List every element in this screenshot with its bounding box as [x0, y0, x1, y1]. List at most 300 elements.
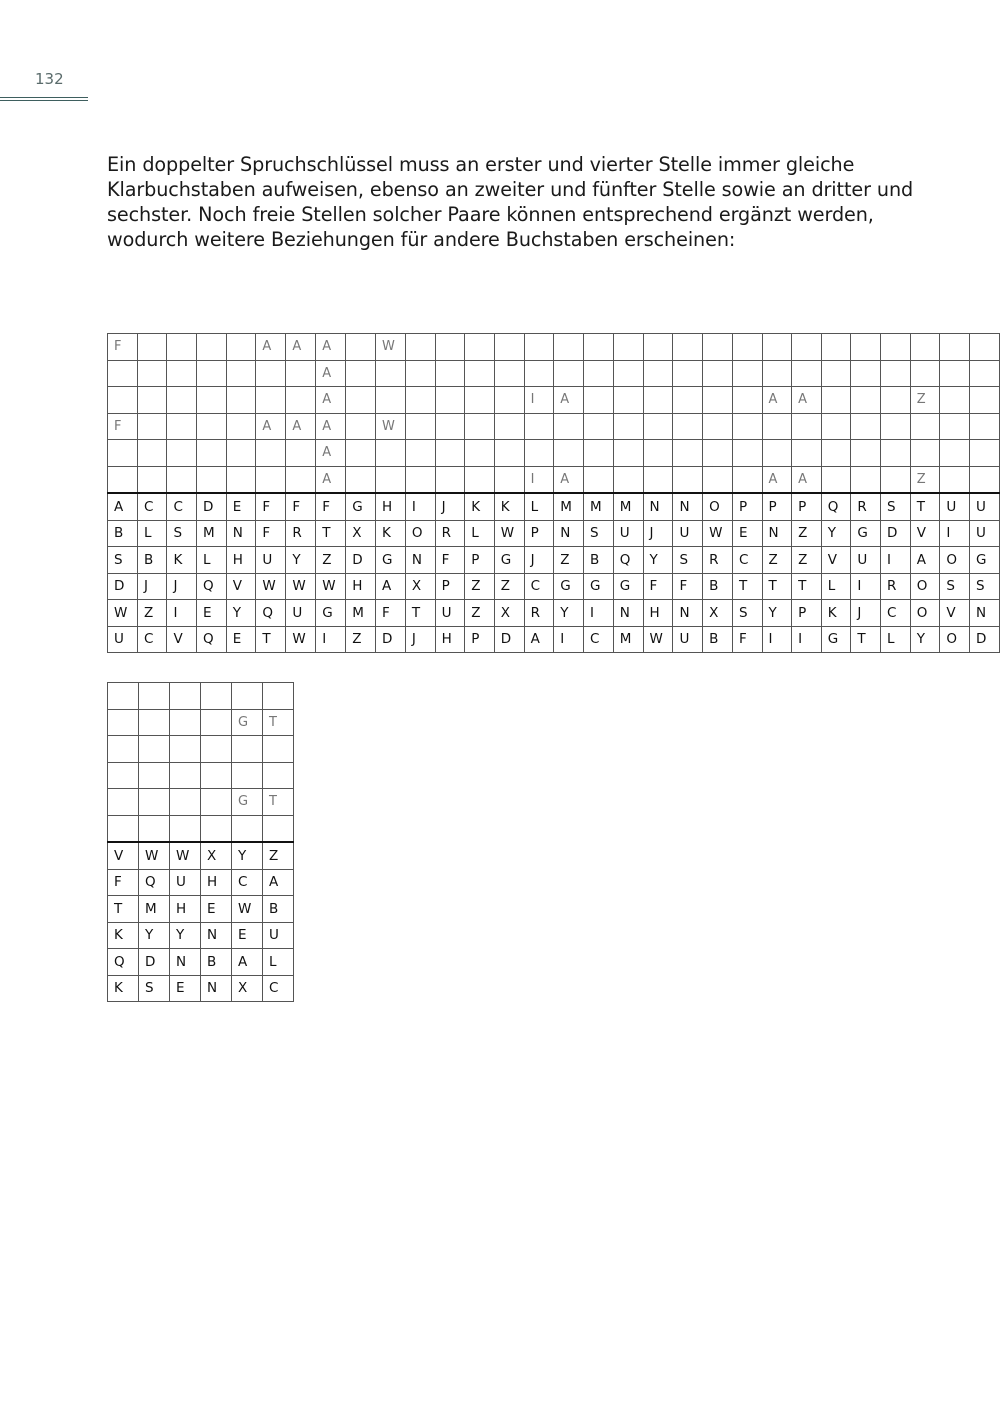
plaintext-cell — [405, 413, 435, 440]
plaintext-cell — [792, 440, 822, 467]
ciphertext-cell: T — [792, 573, 822, 600]
ciphertext-cell: Z — [554, 547, 584, 574]
plaintext-cell — [139, 683, 170, 710]
plaintext-cell — [201, 815, 232, 842]
ciphertext-cell: J — [137, 573, 167, 600]
ciphertext-cell: U — [613, 520, 643, 547]
ciphertext-cell: R — [703, 547, 733, 574]
plaintext-cell: A — [316, 440, 346, 467]
plaintext-cell — [762, 334, 792, 361]
ciphertext-cell: Y — [226, 600, 256, 627]
plaintext-cell — [970, 387, 1000, 414]
plaintext-cell — [762, 413, 792, 440]
plaintext-cell: A — [554, 466, 584, 493]
plaintext-cell — [524, 440, 554, 467]
ciphertext-cell: Z — [263, 842, 294, 869]
plaintext-cell — [703, 413, 733, 440]
ciphertext-cell: U — [940, 493, 970, 520]
plaintext-cell — [910, 360, 940, 387]
plaintext-cell — [910, 440, 940, 467]
ciphertext-cell: F — [673, 573, 703, 600]
ciphertext-cell: R — [524, 600, 554, 627]
plaintext-cell — [792, 413, 822, 440]
plaintext-cell — [494, 387, 524, 414]
plaintext-cell — [673, 387, 703, 414]
plaintext-cell — [137, 360, 167, 387]
ciphertext-cell: W — [232, 896, 263, 923]
ciphertext-cell: B — [137, 547, 167, 574]
ciphertext-cell: N — [970, 600, 1000, 627]
plaintext-cell — [465, 360, 495, 387]
ciphertext-cell: N — [170, 949, 201, 976]
plaintext-cell — [524, 334, 554, 361]
ciphertext-cell: W — [108, 600, 138, 627]
ciphertext-cell: W — [286, 573, 316, 600]
ciphertext-cell: D — [346, 547, 376, 574]
ciphertext-cell: S — [733, 600, 763, 627]
plaintext-cell — [197, 413, 227, 440]
ciphertext-cell: D — [197, 493, 227, 520]
ciphertext-cell: Y — [821, 520, 851, 547]
ciphertext-cell: M — [197, 520, 227, 547]
ciphertext-cell: S — [583, 520, 613, 547]
plaintext-cell: A — [286, 334, 316, 361]
plaintext-cell: A — [316, 387, 346, 414]
ciphertext-cell: B — [108, 520, 138, 547]
ciphertext-row — [108, 869, 294, 896]
plaintext-cell — [167, 466, 197, 493]
plaintext-cell — [851, 360, 881, 387]
ciphertext-cell: K — [494, 493, 524, 520]
plaintext-cell — [940, 440, 970, 467]
plaintext-cell — [108, 360, 138, 387]
ciphertext-cell: Q — [197, 573, 227, 600]
ciphertext-cell: B — [703, 626, 733, 653]
ciphertext-cell: K — [108, 922, 139, 949]
plaintext-row — [108, 440, 1000, 467]
plaintext-cell — [643, 466, 673, 493]
plaintext-cell — [108, 815, 139, 842]
ciphertext-cell: E — [201, 896, 232, 923]
ciphertext-cell: T — [910, 493, 940, 520]
ciphertext-cell: Y — [286, 547, 316, 574]
plaintext-cell — [376, 466, 406, 493]
plaintext-cell: A — [256, 334, 286, 361]
plaintext-cell — [613, 466, 643, 493]
plaintext-cell — [524, 360, 554, 387]
plaintext-cell — [821, 413, 851, 440]
plaintext-cell — [643, 440, 673, 467]
ciphertext-cell: Q — [256, 600, 286, 627]
ciphertext-cell: W — [256, 573, 286, 600]
plaintext-cell — [673, 360, 703, 387]
ciphertext-row — [108, 626, 1000, 653]
ciphertext-cell: Z — [792, 547, 822, 574]
ciphertext-cell: U — [286, 600, 316, 627]
ciphertext-cell: G — [851, 520, 881, 547]
plaintext-cell: A — [256, 413, 286, 440]
ciphertext-cell: U — [851, 547, 881, 574]
ciphertext-cell: J — [405, 626, 435, 653]
plaintext-cell — [139, 789, 170, 816]
plaintext-cell — [673, 466, 703, 493]
plaintext-cell — [137, 334, 167, 361]
ciphertext-cell: N — [201, 975, 232, 1002]
plaintext-cell — [197, 387, 227, 414]
plaintext-cell — [108, 736, 139, 763]
ciphertext-cell: O — [910, 573, 940, 600]
ciphertext-cell: C — [881, 600, 911, 627]
plaintext-cell — [201, 736, 232, 763]
plaintext-cell — [881, 413, 911, 440]
ciphertext-cell: W — [494, 520, 524, 547]
plaintext-cell — [881, 387, 911, 414]
ciphertext-cell: D — [108, 573, 138, 600]
ciphertext-cell: Q — [821, 493, 851, 520]
plaintext-cell: A — [792, 466, 822, 493]
plaintext-cell — [851, 440, 881, 467]
ciphertext-cell: X — [703, 600, 733, 627]
ciphertext-cell: M — [583, 493, 613, 520]
ciphertext-cell: M — [346, 600, 376, 627]
ciphertext-cell: V — [910, 520, 940, 547]
plaintext-cell — [263, 762, 294, 789]
ciphertext-cell: O — [910, 600, 940, 627]
ciphertext-cell: Z — [346, 626, 376, 653]
ciphertext-cell: N — [762, 520, 792, 547]
ciphertext-cell: Y — [554, 600, 584, 627]
ciphertext-cell: H — [346, 573, 376, 600]
plaintext-cell — [494, 466, 524, 493]
ciphertext-cell: M — [613, 626, 643, 653]
ciphertext-cell: M — [613, 493, 643, 520]
plaintext-cell — [167, 360, 197, 387]
ciphertext-cell: P — [465, 626, 495, 653]
plaintext-cell — [703, 334, 733, 361]
ciphertext-cell: U — [970, 493, 1000, 520]
plaintext-cell — [226, 440, 256, 467]
plaintext-cell — [405, 334, 435, 361]
plaintext-cell — [108, 440, 138, 467]
plaintext-cell — [554, 440, 584, 467]
plaintext-cell: Z — [910, 387, 940, 414]
plaintext-cell — [108, 683, 139, 710]
ciphertext-cell: U — [673, 626, 703, 653]
plaintext-cell — [435, 440, 465, 467]
plaintext-cell — [108, 762, 139, 789]
plaintext-cell — [940, 387, 970, 414]
ciphertext-cell: F — [733, 626, 763, 653]
paragraph-line: wodurch weitere Beziehungen für andere Buchstaben erscheinen: — [107, 228, 736, 251]
plaintext-cell — [197, 466, 227, 493]
ciphertext-cell: H — [170, 896, 201, 923]
ciphertext-cell: U — [673, 520, 703, 547]
ciphertext-row — [108, 896, 294, 923]
ciphertext-row — [108, 949, 294, 976]
plaintext-cell: Z — [910, 466, 940, 493]
ciphertext-cell: C — [167, 493, 197, 520]
plaintext-cell — [139, 815, 170, 842]
ciphertext-cell: F — [286, 493, 316, 520]
ciphertext-cell: O — [940, 547, 970, 574]
plaintext-cell — [465, 466, 495, 493]
ciphertext-cell: T — [733, 573, 763, 600]
ciphertext-cell: A — [376, 573, 406, 600]
plaintext-cell — [970, 360, 1000, 387]
plaintext-cell — [405, 360, 435, 387]
ciphertext-cell: S — [881, 493, 911, 520]
ciphertext-cell: I — [583, 600, 613, 627]
ciphertext-cell: M — [554, 493, 584, 520]
ciphertext-cell: P — [733, 493, 763, 520]
ciphertext-cell: Z — [465, 573, 495, 600]
ciphertext-cell: F — [256, 520, 286, 547]
ciphertext-cell: F — [376, 600, 406, 627]
plaintext-cell — [170, 789, 201, 816]
page-number-rule — [0, 97, 88, 101]
ciphertext-cell: B — [583, 547, 613, 574]
plaintext-cell — [733, 360, 763, 387]
ciphertext-cell: R — [286, 520, 316, 547]
plaintext-cell — [170, 762, 201, 789]
plaintext-cell — [263, 736, 294, 763]
ciphertext-cell: F — [316, 493, 346, 520]
plaintext-cell — [108, 789, 139, 816]
plaintext-row — [108, 466, 1000, 493]
plaintext-cell — [137, 440, 167, 467]
plaintext-cell — [733, 334, 763, 361]
ciphertext-cell: V — [167, 626, 197, 653]
plaintext-cell — [256, 440, 286, 467]
ciphertext-cell: P — [792, 600, 822, 627]
plaintext-cell — [940, 334, 970, 361]
plaintext-cell — [376, 360, 406, 387]
ciphertext-cell: I — [851, 573, 881, 600]
plaintext-row — [108, 360, 1000, 387]
plaintext-cell — [613, 334, 643, 361]
ciphertext-cell: G — [376, 547, 406, 574]
plaintext-cell — [524, 413, 554, 440]
plaintext-cell — [435, 387, 465, 414]
plaintext-cell — [583, 334, 613, 361]
ciphertext-cell: U — [108, 626, 138, 653]
ciphertext-cell: R — [881, 573, 911, 600]
ciphertext-cell: J — [524, 547, 554, 574]
ciphertext-cell: Z — [494, 573, 524, 600]
plaintext-cell — [494, 360, 524, 387]
ciphertext-cell: T — [851, 626, 881, 653]
ciphertext-cell: E — [170, 975, 201, 1002]
ciphertext-cell: G — [583, 573, 613, 600]
plaintext-cell: F — [108, 413, 138, 440]
plaintext-cell — [286, 387, 316, 414]
ciphertext-cell: G — [821, 626, 851, 653]
ciphertext-cell: I — [762, 626, 792, 653]
plaintext-cell: A — [286, 413, 316, 440]
ciphertext-cell: Q — [613, 547, 643, 574]
ciphertext-cell: H — [201, 869, 232, 896]
plaintext-cell: I — [524, 466, 554, 493]
plaintext-row — [108, 387, 1000, 414]
plaintext-cell — [940, 413, 970, 440]
ciphertext-cell: Y — [170, 922, 201, 949]
plaintext-cell — [286, 440, 316, 467]
plaintext-row — [108, 815, 294, 842]
ciphertext-cell: V — [108, 842, 139, 869]
ciphertext-cell: S — [139, 975, 170, 1002]
plaintext-row — [108, 683, 294, 710]
plaintext-cell — [201, 762, 232, 789]
plaintext-cell — [703, 466, 733, 493]
plaintext-cell — [232, 815, 263, 842]
plaintext-cell — [583, 466, 613, 493]
ciphertext-cell: J — [167, 573, 197, 600]
ciphertext-cell: X — [232, 975, 263, 1002]
plaintext-cell — [583, 387, 613, 414]
plaintext-cell — [733, 440, 763, 467]
ciphertext-cell: I — [167, 600, 197, 627]
plaintext-cell — [643, 360, 673, 387]
plaintext-cell — [263, 815, 294, 842]
ciphertext-cell: E — [232, 922, 263, 949]
ciphertext-cell: V — [226, 573, 256, 600]
ciphertext-cell: Z — [316, 547, 346, 574]
plaintext-cell — [970, 334, 1000, 361]
ciphertext-cell: J — [435, 493, 465, 520]
plaintext-cell — [940, 466, 970, 493]
plaintext-cell — [226, 334, 256, 361]
plaintext-cell — [910, 413, 940, 440]
ciphertext-cell: Q — [197, 626, 227, 653]
plaintext-cell — [170, 736, 201, 763]
plaintext-cell: G — [232, 789, 263, 816]
ciphertext-cell: Y — [139, 922, 170, 949]
ciphertext-cell: J — [643, 520, 673, 547]
plaintext-cell — [232, 762, 263, 789]
ciphertext-cell: N — [226, 520, 256, 547]
ciphertext-row — [108, 573, 1000, 600]
ciphertext-cell: N — [673, 600, 703, 627]
ciphertext-cell: L — [197, 547, 227, 574]
ciphertext-cell: S — [940, 573, 970, 600]
plaintext-cell — [170, 815, 201, 842]
ciphertext-cell: X — [346, 520, 376, 547]
ciphertext-cell: A — [232, 949, 263, 976]
ciphertext-cell: C — [232, 869, 263, 896]
plaintext-row — [108, 762, 294, 789]
ciphertext-cell: G — [554, 573, 584, 600]
ciphertext-cell: O — [703, 493, 733, 520]
plaintext-cell — [851, 334, 881, 361]
ciphertext-cell: G — [346, 493, 376, 520]
plaintext-cell: A — [792, 387, 822, 414]
ciphertext-cell: X — [201, 842, 232, 869]
ciphertext-cell: E — [197, 600, 227, 627]
plaintext-cell — [405, 440, 435, 467]
ciphertext-cell: E — [733, 520, 763, 547]
paragraph-line: Ein doppelter Spruchschlüssel muss an erster und vierter Stelle immer gleiche — [107, 153, 855, 176]
body-paragraph — [107, 152, 914, 252]
plaintext-cell — [108, 387, 138, 414]
plaintext-cell — [232, 683, 263, 710]
ciphertext-cell: T — [405, 600, 435, 627]
paragraph-line: Klarbuchstaben aufweisen, ebenso an zweiter und fünfter Stelle sowie an dritter und — [107, 178, 914, 201]
ciphertext-cell: W — [316, 573, 346, 600]
key-grid-continuation — [107, 682, 294, 1002]
plaintext-cell — [851, 413, 881, 440]
plaintext-cell — [643, 387, 673, 414]
ciphertext-cell: K — [465, 493, 495, 520]
plaintext-cell — [435, 466, 465, 493]
plaintext-cell — [256, 360, 286, 387]
ciphertext-cell: G — [494, 547, 524, 574]
ciphertext-row — [108, 975, 294, 1002]
plaintext-cell — [201, 683, 232, 710]
ciphertext-cell: N — [613, 600, 643, 627]
plaintext-cell — [762, 360, 792, 387]
plaintext-cell — [405, 387, 435, 414]
ciphertext-cell: D — [970, 626, 1000, 653]
plaintext-cell: A — [316, 334, 346, 361]
plaintext-cell — [167, 387, 197, 414]
plaintext-cell: T — [263, 789, 294, 816]
plaintext-cell — [673, 413, 703, 440]
plaintext-row — [108, 334, 1000, 361]
ciphertext-cell: P — [465, 547, 495, 574]
plaintext-cell: A — [316, 360, 346, 387]
plaintext-cell — [583, 413, 613, 440]
ciphertext-cell: P — [762, 493, 792, 520]
plaintext-cell: W — [376, 413, 406, 440]
ciphertext-row — [108, 520, 1000, 547]
ciphertext-cell: O — [940, 626, 970, 653]
plaintext-cell — [821, 466, 851, 493]
plaintext-cell — [733, 413, 763, 440]
plaintext-cell — [256, 466, 286, 493]
plaintext-cell — [256, 387, 286, 414]
plaintext-cell — [286, 360, 316, 387]
plaintext-cell — [733, 387, 763, 414]
plaintext-cell — [346, 360, 376, 387]
plaintext-cell — [910, 334, 940, 361]
plaintext-cell — [139, 736, 170, 763]
ciphertext-cell: I — [792, 626, 822, 653]
ciphertext-cell: V — [940, 600, 970, 627]
plaintext-cell — [346, 466, 376, 493]
plaintext-cell — [346, 387, 376, 414]
plaintext-cell — [881, 440, 911, 467]
ciphertext-cell: L — [881, 626, 911, 653]
plaintext-cell — [554, 334, 584, 361]
ciphertext-cell: P — [435, 573, 465, 600]
plaintext-cell — [851, 387, 881, 414]
plaintext-cell — [167, 413, 197, 440]
ciphertext-cell: E — [226, 626, 256, 653]
plaintext-cell — [263, 683, 294, 710]
plaintext-cell — [435, 360, 465, 387]
ciphertext-cell: P — [524, 520, 554, 547]
plaintext-cell — [346, 413, 376, 440]
ciphertext-cell: A — [910, 547, 940, 574]
ciphertext-cell: U — [970, 520, 1000, 547]
paragraph-line: sechster. Noch freie Stellen solcher Paare können entsprechend ergänzt werden, — [107, 203, 874, 226]
ciphertext-cell: N — [554, 520, 584, 547]
ciphertext-cell: L — [524, 493, 554, 520]
ciphertext-cell: J — [851, 600, 881, 627]
plaintext-cell — [170, 683, 201, 710]
ciphertext-cell: T — [108, 896, 139, 923]
plaintext-cell — [346, 334, 376, 361]
